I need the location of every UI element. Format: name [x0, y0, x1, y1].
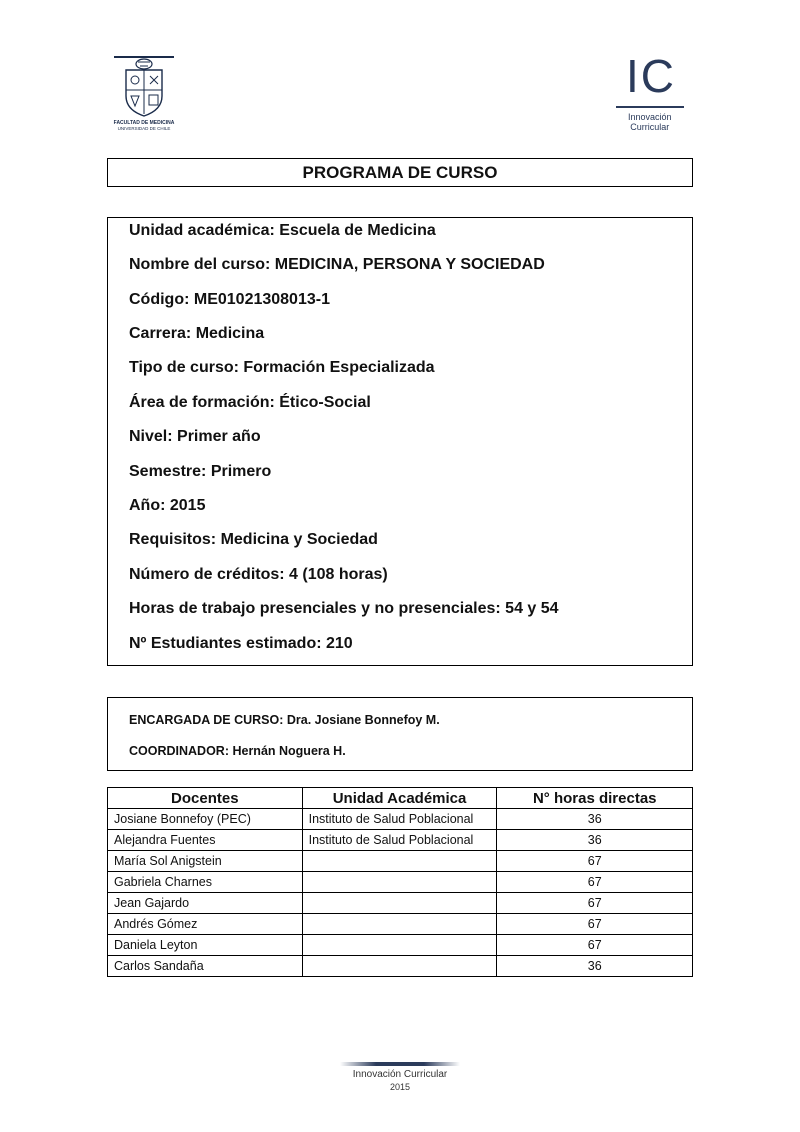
cell-horas: 67 — [497, 872, 693, 893]
column-header-docentes: Docentes — [108, 788, 303, 809]
university-crest-icon — [114, 50, 174, 120]
table-row — [108, 914, 693, 935]
cell-docente: Carlos Sandaña — [108, 956, 303, 977]
cell-docente: Jean Gajardo — [108, 893, 303, 914]
table-row — [108, 851, 693, 872]
staff-encargada: ENCARGADA DE CURSO: Dra. Josiane Bonnefoy M. — [129, 713, 440, 727]
ic-mark: IC — [626, 50, 676, 102]
cell-docente: Josiane Bonnefoy (PEC) — [108, 809, 303, 830]
cell-unidad: Instituto de Salud Poblacional — [302, 809, 497, 830]
info-area-formacion: Área de formación: Ético-Social — [129, 394, 371, 411]
info-tipo-curso: Tipo de curso: Formación Especializada — [129, 359, 435, 376]
column-header-horas: N° horas directas — [497, 788, 693, 809]
table-row — [108, 935, 693, 956]
info-nivel: Nivel: Primer año — [129, 428, 261, 445]
cell-horas: 36 — [497, 809, 693, 830]
logo-divider — [616, 106, 684, 108]
cell-horas: 67 — [497, 914, 693, 935]
cell-unidad — [302, 956, 497, 977]
cell-horas: 67 — [497, 893, 693, 914]
cell-unidad — [302, 872, 497, 893]
page-title: PROGRAMA DE CURSO — [107, 158, 693, 187]
staff-coordinador: COORDINADOR: Hernán Noguera H. — [129, 744, 346, 758]
cell-docente: María Sol Anigstein — [108, 851, 303, 872]
table-row — [108, 830, 693, 851]
cell-unidad: Instituto de Salud Poblacional — [302, 830, 497, 851]
faculty-name: FACULTAD DE MEDICINA — [113, 120, 175, 126]
cell-docente: Daniela Leyton — [108, 935, 303, 956]
table-header-row — [108, 788, 693, 809]
cell-unidad — [302, 935, 497, 956]
ic-logo-line2: Curricular — [630, 122, 670, 132]
table-row — [108, 956, 693, 977]
cell-docente: Andrés Gómez — [108, 914, 303, 935]
cell-horas: 67 — [497, 935, 693, 956]
course-staff-box — [107, 697, 693, 771]
footer-divider — [340, 1062, 460, 1066]
cell-unidad — [302, 914, 497, 935]
table-row — [108, 893, 693, 914]
ic-logo-text — [628, 112, 672, 132]
info-codigo: Código: ME01021308013-1 — [129, 291, 330, 308]
page-footer — [336, 1062, 464, 1106]
info-estudiantes: Nº Estudiantes estimado: 210 — [129, 635, 353, 652]
info-nombre-curso: Nombre del curso: MEDICINA, PERSONA Y SOCIEDAD — [129, 256, 545, 273]
university-name: UNIVERSIDAD DE CHILE — [117, 126, 171, 131]
info-unidad-academica: Unidad académica: Escuela de Medicina — [129, 222, 436, 239]
info-horas-trabajo: Horas de trabajo presenciales y no presenciales: 54 y 54 — [129, 600, 559, 617]
cell-horas: 36 — [497, 956, 693, 977]
cell-docente: Alejandra Fuentes — [108, 830, 303, 851]
innovacion-curricular-logo — [612, 52, 692, 152]
table-row — [108, 872, 693, 893]
cell-horas: 67 — [497, 851, 693, 872]
info-anio: Año: 2015 — [129, 497, 206, 514]
info-requisitos: Requisitos: Medicina y Sociedad — [129, 531, 378, 548]
faculty-logo — [114, 50, 174, 140]
info-semestre: Semestre: Primero — [129, 463, 272, 480]
ic-logo-line1: Innovación — [628, 112, 672, 122]
info-creditos: Número de créditos: 4 (108 horas) — [129, 566, 388, 583]
column-header-unidad: Unidad Académica — [302, 788, 497, 809]
course-info-box — [107, 217, 693, 666]
footer-title: Innovación Curricular — [352, 1069, 448, 1080]
docentes-table — [107, 787, 693, 977]
table-row — [108, 809, 693, 830]
footer-year: 2015 — [389, 1082, 411, 1092]
cell-horas: 36 — [497, 830, 693, 851]
cell-unidad — [302, 893, 497, 914]
cell-unidad — [302, 851, 497, 872]
info-carrera: Carrera: Medicina — [129, 325, 265, 342]
cell-docente: Gabriela Charnes — [108, 872, 303, 893]
